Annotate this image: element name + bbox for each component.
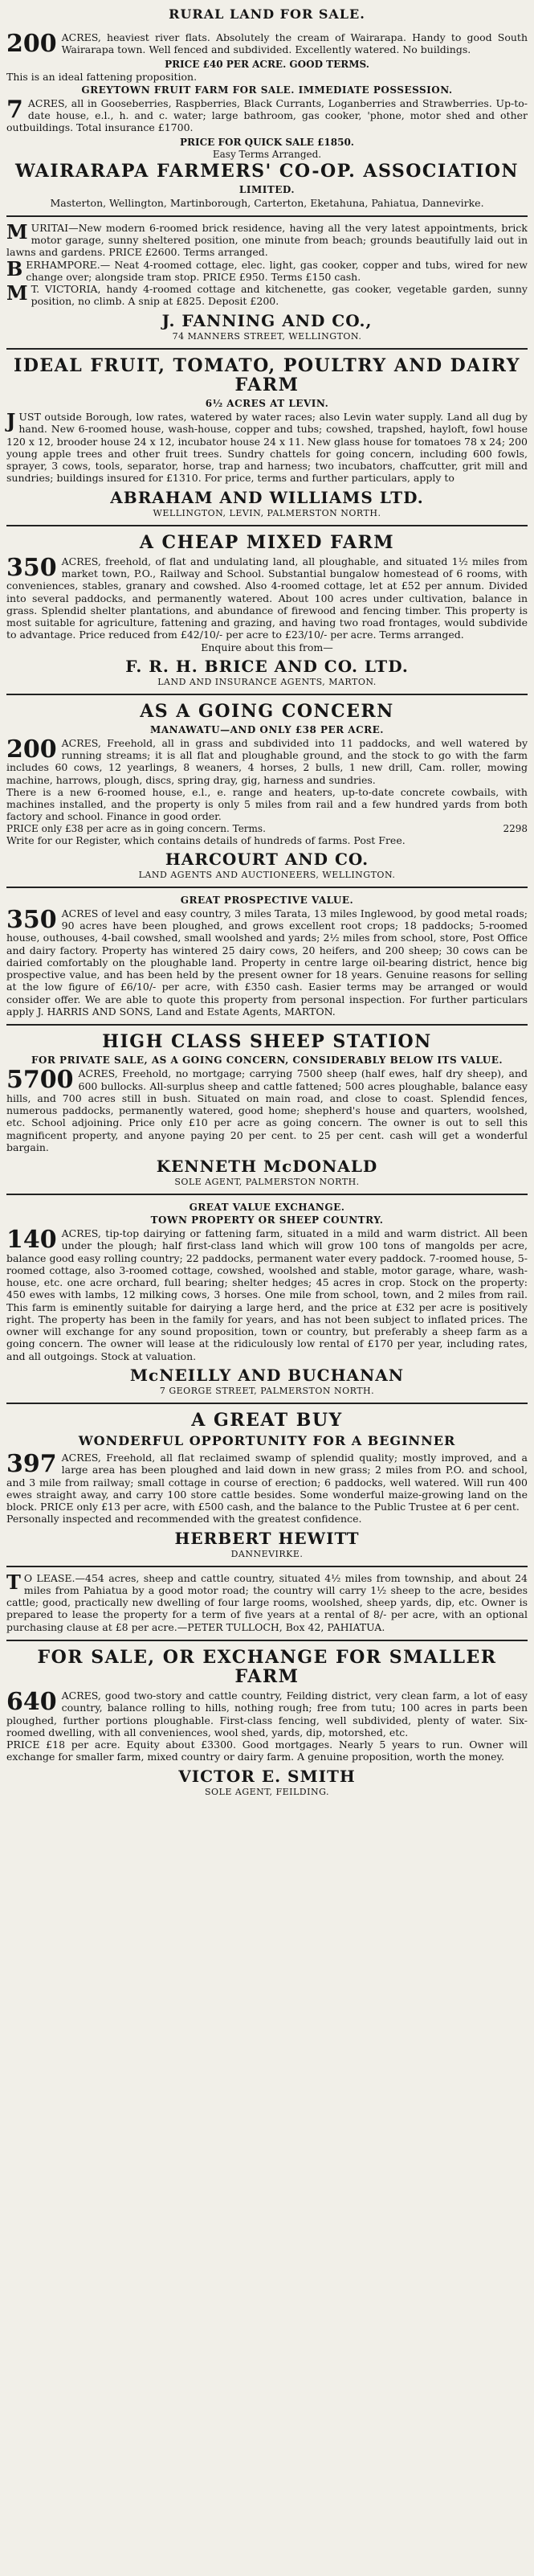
ad-block bbox=[6, 888, 528, 1026]
ad-text: UST outside Borough, low rates, watered by water races; also Levin water supply. Land all dug by hand. New 6-roomed house, wash-house, copper and tubs; cowshed, trapshed, hayloft, fowl house 120 x 12, brooder house 24 x 12, incubator house 24 x 11. New glass house for tomatoes 78 x 24; 200 young apple trees and other fruit trees. Sundry chattels for going concern, including 600 fowls, sprayer, 3 cows, tools, separator, horse, trap and harness; two incubators, chaffcutter, grit mill and sundries; buildings insured for £1310. For price, terms and further particulars, apply to bbox=[6, 411, 528, 485]
acreage-number: 5700 bbox=[6, 1066, 74, 1095]
ad-text: ACRES, Freehold, no mortgage; carrying 7500 sheep (half ewes, half dry sheep), and 600 bullocks. All-surplus sheep and cattle fattened; 500 acres ploughable, balance easy hills, and 700 acres still in bush. Situated on main road, and close to coast. Splendid fences, numerous paddocks, permanently watered, good home; shepherd's house and quarters, woolshed, etc. School adjoining. Price only £10 per acre as going concern. The owner is out to sell this magnificent property, and anyone paying 20 per cent. to 25 per cent. cash will get a wonderful bargain. bbox=[6, 1067, 528, 1153]
ad-heading: A GREAT BUY bbox=[191, 1409, 343, 1431]
agent-name: McNEILLY AND BUCHANAN bbox=[129, 1365, 405, 1385]
ad-text: ACRES, freehold, of flat and undulating land, all ploughable, and situated 1½ miles from market town, P.O., Railway and School. Substantial bungalow homestead of 6 rooms, with conveniences, stables, granary and cowshed. Also 4-roomed cottage, let at £52 per annum. Divided into several paddocks, and permanently watered. About 100 acres under cultivation, balance in grass. Splendid shelter plantations, and abundance of firewood and fencing timber. This property is most suitable for agriculture, fattening and grazing, and having two road frontages, would subdivide to advantage. Price reduced from £42/10/- per acre to £23/10/- per acre. Terms arranged. bbox=[6, 555, 528, 641]
ad-paragraph: Enquire about this from— bbox=[201, 641, 333, 653]
ad-paragraph bbox=[6, 219, 528, 259]
ad-text: O LEASE.—454 acres, sheep and cattle country, situated 4½ miles from township, and about 24 miles from Pahiatua by a good motor road; the country will carry 1½ sheep to the acre, besides cattle; good, practically new dwelling of four large rooms, woolshed, sheep yards, dip, etc. Owner is prepared to lease the property for a term of five years at a rental of 8/- per acre, with an optional purchasing clause at £8 per acre.—PETER TULLOCH, Box 42, PAHIATUA. bbox=[6, 1571, 528, 1633]
ad-paragraph: Personally inspected and recommended with the greatest confidence. bbox=[6, 1513, 362, 1526]
drop-cap-letter: M bbox=[6, 219, 28, 244]
ad-text: ACRES, heaviest river flats. Absolutely the cream of Wairarapa. Handy to good South Wairarapa town. Well fenced and subdivided. Excellently watered. No buildings. bbox=[61, 31, 528, 56]
agent-name: HERBERT HEWITT bbox=[174, 1528, 360, 1548]
acreage-number: 640 bbox=[6, 1688, 57, 1717]
ad-subheading: MANAWATU—AND ONLY £38 PER ACRE. bbox=[150, 723, 384, 735]
ad-paragraph bbox=[6, 737, 528, 786]
ad-heading: WAIRARAPA FARMERS' CO-OP. ASSOCIATION bbox=[14, 160, 520, 182]
page-header: RURAL LAND FOR SALE. bbox=[169, 6, 365, 22]
agent-address: WELLINGTON, LEVIN, PALMERSTON NORTH. bbox=[153, 507, 381, 518]
agent-address: DANNEVIRKE. bbox=[230, 1548, 304, 1559]
ad-block bbox=[6, 526, 528, 695]
ad-block bbox=[6, 695, 528, 888]
ad-block bbox=[6, 1026, 528, 1195]
ad-block bbox=[6, 1404, 528, 1567]
agent-name: J. FANNING AND CO., bbox=[161, 310, 373, 330]
price-line: PRICE £40 PER ACRE. GOOD TERMS. bbox=[165, 58, 369, 70]
ad-heading: FOR SALE, OR EXCHANGE FOR SMALLER FARM bbox=[37, 1646, 497, 1687]
ad-paragraph bbox=[6, 283, 528, 308]
ad-text: ERHAMPORE.— Neat 4-roomed cottage, elec. light, gas cooker, copper and tubs, wired for new change over; alongside tram stop. PRICE £950. Terms £150 cash. bbox=[26, 258, 528, 283]
ad-subheading: GREAT PROSPECTIVE VALUE. bbox=[180, 894, 354, 906]
agent-name: HARCOURT AND CO. bbox=[165, 849, 369, 869]
ad-text: ACRES of level and easy country, 3 miles Tarata, 13 miles Inglewood, by good metal roads; 90 acres have been ploughed, and grows excellent root crops; 18 paddocks; 5-roomed house, outhouses, 4-bail cowshed, small woolshed and yards; 2½ miles from school, store, Post Office and dairy factory. Property has wintered 25 dairy cows, 20 heifers, and 200 sheep; 30 cows can be dairied comfortably on the ploughable land. Property in centre large oil-bearing district, hence big prospective value, and has been held by the present owner for 18 years. Genuine reasons for selling at the low figure of £6/10/- per acre, with £350 cash. Easier terms may be arranged or would consider offer. We are able to quote this property from personal inspection. For further particulars apply J. HARRIS AND SONS, Land and Estate Agents, MARTON. bbox=[6, 907, 528, 1018]
ad-block bbox=[6, 27, 528, 217]
ads-column bbox=[6, 27, 528, 1804]
ad-block bbox=[6, 1641, 528, 1804]
ad-paragraph: There is a new 6-roomed house, e.l., e. range and heaters, up-to-date concrete cowbails, with machines installed, and the property is only 5 miles from rail and a few hundred yards from both factory and school. Finance in good order. bbox=[6, 785, 528, 823]
ad-paragraph bbox=[6, 411, 528, 485]
ad-paragraph bbox=[6, 256, 528, 284]
ad-heading: AS A GOING CONCERN bbox=[140, 700, 394, 722]
ad-heading: HIGH CLASS SHEEP STATION bbox=[102, 1031, 432, 1053]
ad-subheading: 6½ ACRES AT LEVIN. bbox=[205, 398, 329, 410]
ad-paragraph bbox=[6, 1689, 528, 1738]
acreage-number: 350 bbox=[6, 553, 57, 582]
ad-paragraph bbox=[6, 1572, 528, 1633]
ad-text: ACRES, Freehold, all in grass and subdivided into 11 paddocks, and well watered by running streams; it is all flat and ploughable ground, and the stock to go with the farm includes 60 cows, 12 yearlings, 8 weaners, 4 horses, 2 bulls, 1 new drill, Cam. roller, mowing machine, harrows, plough, discs, spring dray, gig, harness and sundries. bbox=[6, 736, 528, 786]
acreage-number: 200 bbox=[6, 735, 57, 764]
price-line: PRICE FOR QUICK SALE £1850. bbox=[180, 136, 354, 148]
drop-cap-letter: B bbox=[6, 256, 23, 281]
drop-cap-letter: M bbox=[6, 281, 28, 305]
ad-subheading: GREYTOWN FRUIT FARM FOR SALE. IMMEDIATE POSSESSION. bbox=[81, 84, 453, 96]
acreage-number: 350 bbox=[6, 905, 57, 934]
ad-block bbox=[6, 1195, 528, 1404]
agent-address: 74 MANNERS STREET, WELLINGTON. bbox=[172, 330, 362, 342]
ad-text: T. VICTORIA, handy 4-roomed cottage and kitchenette, gas cooker, vegetable garden, sunny position, no climb. A snip at £825. Deposit £200. bbox=[31, 283, 528, 308]
ad-subheading: GREAT VALUE EXCHANGE. bbox=[189, 1202, 345, 1214]
ad-block bbox=[6, 350, 528, 526]
ad-paragraph: PRICE £18 per acre. Equity about £3300. Good mortgages. Nearly 5 years to run. Owner will exchange for smaller farm, mixed country or dairy farm. A genuine proposition, worth the money. bbox=[6, 1738, 528, 1763]
acreage-number: 397 bbox=[6, 1450, 57, 1479]
ad-heading: WONDERFUL OPPORTUNITY FOR A BEGINNER bbox=[78, 1433, 456, 1449]
ad-text: ACRES, tip-top dairying or fattening farm, situated in a mild and warm district. All been under the plough; half first-class land which will grow 100 tons of mangolds per acre, balance good easy rolling country; 22 paddocks, permanent water every paddock. 7-roomed house, 5-roomed cottage, also 3-roomed cottage, cowshed, woolshed and stable, motor garage, whare, wash-house, etc. one acre orchard, full bearing; shelter hedges; 45 acres in crop. Stock on the property: 450 ewes with lambs, 12 milking cows, 3 horses. One mile from school, town, and 2 miles from rail. This farm is eminently suitable for dairying a large herd, and the price at £32 per acre is positively right. The property has been in the family for years, and has not been subject to inflated prices. The owner will exchange for any sound proposition, town or country, but preferably a sheep farm as a going concern. The owner will lease at the ridiculously low rental of £170 per year, including rates, and all outgoings. Stock at valuation. bbox=[6, 1227, 528, 1362]
agent-name: ABRAHAM AND WILLIAMS LTD. bbox=[110, 487, 424, 507]
ad-paragraph bbox=[6, 1067, 528, 1153]
ad-paragraph: Write for our Register, which contains details of hundreds of farms. Post Free. bbox=[6, 833, 406, 846]
agent-address: SOLE AGENT, PALMERSTON NORTH. bbox=[174, 1177, 360, 1188]
ad-text: URITAI—New modern 6-roomed brick residence, having all the very latest appointments, brick motor garage, sunny sheltered position, one minute from beach; grounds beautifully laid out in lawns and gardens. PRICE £2600. Terms arranged. bbox=[6, 221, 528, 259]
ad-paragraph bbox=[6, 1227, 528, 1362]
ad-subheading: TOWN PROPERTY OR SHEEP COUNTRY. bbox=[150, 1214, 384, 1227]
ad-text: ACRES, good two-story and cattle country, Feilding district, very clean farm, a lot of easy country, balance rolling to hills, nothing rough; free from tutu; 100 acres in parts been ploughed, further portions ploughable. First-class fencing, well subdivided, plenty of water. Six-roomed dwelling, with all conveniences, wool shed, yards, dip, motorshed, etc. bbox=[6, 1689, 528, 1738]
drop-cap-letter: T bbox=[6, 1570, 21, 1594]
agent-name: F. R. H. BRICE AND CO. LTD. bbox=[125, 656, 409, 676]
ad-heading: A CHEAP MIXED FARM bbox=[139, 531, 395, 553]
ad-paragraph bbox=[6, 555, 528, 641]
acreage-number: 140 bbox=[6, 1226, 57, 1255]
drop-cap-letter: J bbox=[6, 409, 16, 433]
ad-paragraph bbox=[6, 907, 528, 1018]
ad-block bbox=[6, 1567, 528, 1641]
ad-text: ACRES, Freehold, all flat reclaimed swamp of splendid quality; mostly improved, and a large area has been ploughed and laid down in new grass; 2 miles from P.O. and school, and 3 mile from railway; small cottage in course of erection; 6 paddocks, well watered. Will run 400 ewes straight away, and carry 100 store cattle besides. Some wonderful maize-growing land on the block. PRICE only £13 per acre, with £500 cash, and the balance to the Public Trustee at 6 per cent. bbox=[6, 1452, 528, 1513]
terms-line: Easy Terms Arranged. bbox=[212, 148, 322, 160]
agent-name: KENNETH McDONALD bbox=[156, 1157, 378, 1177]
agent-address: LAND AND INSURANCE AGENTS, MARTON. bbox=[157, 676, 377, 687]
ad-note: 2298 bbox=[503, 822, 528, 834]
acreage-number: 7 bbox=[6, 95, 23, 124]
ad-text: PRICE only £38 per acre as in going concern. Terms. bbox=[6, 822, 266, 834]
ad-paragraph bbox=[6, 97, 528, 134]
ad-subheading: LIMITED. bbox=[238, 183, 296, 195]
ad-row bbox=[6, 823, 528, 834]
acreage-number: 200 bbox=[6, 30, 57, 58]
agent-address: 7 GEORGE STREET, PALMERSTON NORTH. bbox=[159, 1385, 375, 1396]
agent-address: LAND AGENTS AND AUCTIONEERS, WELLINGTON. bbox=[138, 869, 396, 880]
agent-name: VICTOR E. SMITH bbox=[178, 1766, 356, 1786]
ad-paragraph bbox=[6, 31, 528, 56]
ad-subheading: FOR PRIVATE SALE, AS A GOING CONCERN, CONSIDERABLY BELOW ITS VALUE. bbox=[31, 1055, 503, 1067]
ad-heading: IDEAL FRUIT, TOMATO, POULTRY AND DAIRY FARM bbox=[14, 354, 520, 395]
ad-paragraph: This is an ideal fattening proposition. bbox=[6, 70, 198, 83]
ad-paragraph: Masterton, Wellington, Martinborough, Carterton, Eketahuna, Pahiatua, Dannevirke. bbox=[50, 196, 484, 209]
ad-block bbox=[6, 217, 528, 350]
ad-paragraph bbox=[6, 1452, 528, 1513]
ad-text: ACRES, all in Gooseberries, Raspberries, Black Currants, Loganberries and Strawberries. Up-to-date house, e.l., h. and c. water; large bathroom, gas cooker, 'phone, motor shed and other outbuildings. Total insurance £1700. bbox=[6, 96, 528, 134]
agent-address: SOLE AGENT, FEILDING. bbox=[205, 1786, 329, 1797]
